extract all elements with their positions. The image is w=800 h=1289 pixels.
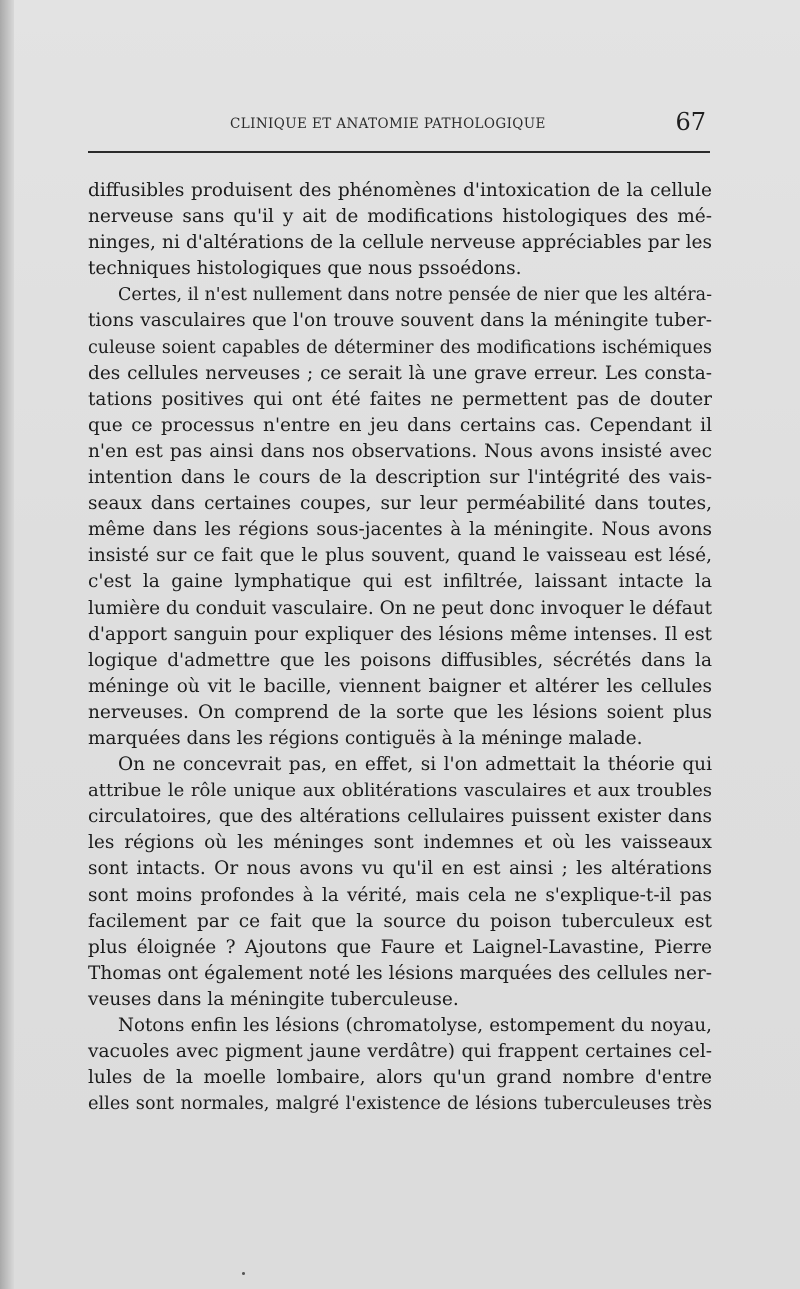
- text-line: attribue le rôle unique aux oblitérations vasculaires et aux troubles: [88, 780, 712, 802]
- text-line: ninges, ni d'altérations de la cellule nerveuse appréciables par les: [88, 232, 712, 254]
- text-line: elles sont normales, malgré l'existence de lésions tuberculeuses très: [88, 1094, 712, 1115]
- text-line: même dans les régions sous-jacentes à la méningite. Nous avons: [88, 519, 712, 541]
- text-line: sont moins profondes à la vérité, mais cela ne s'explique-t-il pas: [88, 884, 712, 906]
- text-line: que ce processus n'entre en jeu dans certains cas. Cependant il: [88, 414, 712, 436]
- text-line: intention dans le cours de la description sur l'intégrité des vais-: [88, 467, 712, 489]
- text-line: lumière du conduit vasculaire. On ne peut donc invoquer le défaut: [88, 597, 713, 619]
- text-line: culeuse soient capables de déterminer des modifications ischémiques: [88, 337, 712, 358]
- text-line: tions vasculaires que l'on trouve souvent dans la méningite tuber-: [88, 310, 712, 332]
- text-line: diffusibles produisent des phénomènes d'intoxication de la cellule: [88, 180, 712, 201]
- text-line: veuses dans la méningite tuberculeuse.: [88, 988, 459, 1010]
- text-line: méninge où vit le bacille, viennent baigner et altérer les cellules: [88, 675, 712, 697]
- text-line: techniques histologiques que nous pssoédons.: [88, 258, 522, 280]
- text-line: vacuoles avec pigment jaune verdâtre) qui frappent certaines cel-: [88, 1041, 712, 1063]
- text-line: sont intacts. Or nous avons vu qu'il en est ainsi ; les altérations: [88, 858, 712, 880]
- paragraph-start-line: Certes, il n'est nullement dans notre pensée de nier que les altéra-: [118, 285, 712, 306]
- text-line: n'en est pas ainsi dans nos observations. Nous avons insisté avec: [88, 440, 712, 462]
- text-line: tations positives qui ont été faites ne permettent pas de douter: [88, 388, 712, 410]
- page-number: 67: [675, 108, 706, 136]
- header-rule: [88, 151, 710, 153]
- text-line: Thomas ont également noté les lésions marquées des cellules ner-: [88, 962, 712, 984]
- paragraph-start-line: On ne concevrait pas, en effet, si l'on admettait la théorie qui: [118, 754, 712, 776]
- text-line: lules de la moelle lombaire, alors qu'un grand nombre d'entre: [88, 1067, 712, 1089]
- text-line: des cellules nerveuses ; ce serait là une grave erreur. Les consta-: [88, 362, 712, 384]
- page-edge-shadow: [0, 0, 14, 1289]
- text-line: nerveuse sans qu'il y ait de modifications histologiques des mé-: [88, 206, 712, 228]
- text-line: c'est la gaine lymphatique qui est infiltrée, laissant intacte la: [88, 571, 712, 593]
- text-line: nerveuses. On comprend de la sorte que les lésions soient plus: [88, 701, 712, 723]
- text-line: circulatoires, que des altérations cellulaires puissent exister dans: [88, 806, 712, 828]
- paper-speck: [242, 1272, 245, 1275]
- body-text: [88, 178, 712, 1117]
- text-line: plus éloignée ? Ajoutons que Faure et Laignel-Lavastine, Pierre: [88, 936, 712, 958]
- paragraph-start-line: Notons enfin les lésions (chromatolyse, estompement du noyau,: [118, 1015, 712, 1036]
- text-line: insisté sur ce fait que le plus souvent, quand le vaisseau est lésé,: [88, 545, 712, 567]
- text-line: logique d'admettre que les poisons diffusibles, sécrétés dans la: [88, 649, 712, 671]
- text-line: d'apport sanguin pour expliquer des lésions même intenses. Il est: [88, 623, 712, 645]
- text-line: les régions où les méninges sont indemnes et où les vaisseaux: [88, 832, 712, 854]
- text-line: seaux dans certaines coupes, sur leur perméabilité dans toutes,: [88, 493, 712, 515]
- page-header: [88, 108, 710, 142]
- text-line: marquées dans les régions contiguës à la méninge malade.: [88, 727, 643, 749]
- running-title: CLINIQUE ET ANATOMIE PATHOLOGIQUE: [230, 116, 546, 132]
- text-line: facilement par ce fait que la source du poison tuberculeux est: [88, 910, 712, 932]
